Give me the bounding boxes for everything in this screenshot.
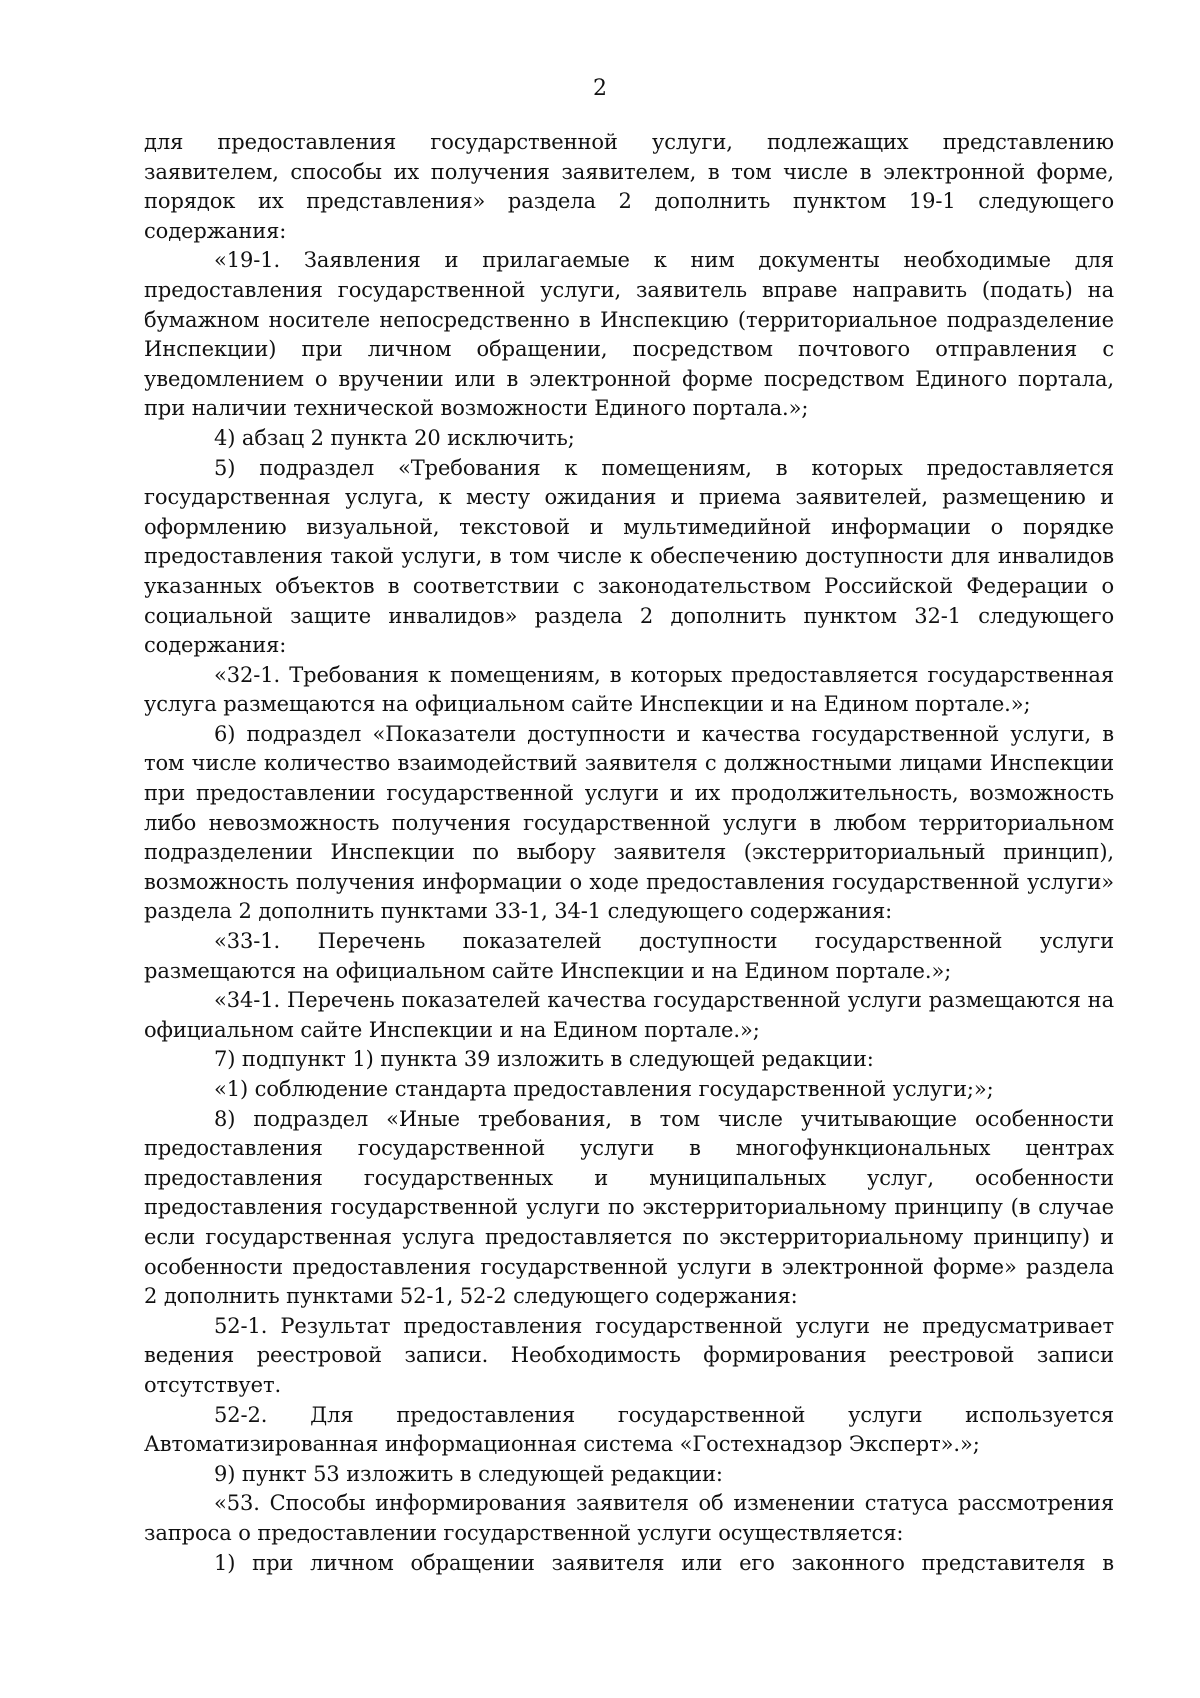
paragraph-item-8: 8) подраздел «Иные требования, в том числе учитывающие особенности предоставления государственной услуги в многофункциональных центрах предоставления государственных и муниципальных услуг, особенности предоставления государственной услуги по экстерриториальному принципу (в случае если государственная услуга предоставляется по экстерриториальному принципу) и особенности предоставления государственной услуги в электронной форме» раздела 2 дополнить пунктами 52-1, 52-2 следующего содержания: [144, 1106, 1114, 1309]
paragraph-item-52-2: 52-2. Для предоставления государственной услуги используется Автоматизированная информационная система «Гостехнадзор Эксперт».»; [144, 1402, 1114, 1457]
paragraph-item-32-1: «32-1. Требования к помещениям, в которых предоставляется государственная услуга размещаются на официальном сайте Инспекции и на Едином портале.»; [144, 662, 1114, 717]
paragraph-item-5: 5) подраздел «Требования к помещениям, в которых предоставляется государственная услуга, к месту ожидания и приема заявителей, размещению и оформлению визуальной, текстовой и мультимедийной информации о порядке предоставления такой услуги, в том числе к обеспечению доступности для инвалидов указанных объектов в соответствии с законодательством Российской Федерации о социальной защите инвалидов» раздела 2 дополнить пунктом 32-1 следующего содержания: [144, 455, 1114, 658]
paragraph-item-33-1: «33-1. Перечень показателей доступности государственной услуги размещаются на официальном сайте Инспекции и на Едином портале.»; [144, 929, 1114, 983]
paragraph-item-9: 9) пункт 53 изложить в следующей редакции: [214, 1461, 723, 1486]
paragraph-subitem-53-1: 1) при личном обращении заявителя или его законного представителя в [214, 1550, 1114, 1575]
paragraph-item-4: 4) абзац 2 пункта 20 исключить; [214, 425, 575, 450]
paragraph-item-7: 7) подпункт 1) пункта 39 изложить в следующей редакции: [214, 1047, 874, 1072]
paragraph-item-19-1: «19-1. Заявления и прилагаемые к ним документы необходимые для предоставления государственной услуги, заявитель вправе направить (подать) на бумажном носителе непосредственно в Инспекцию (территориальное подразделение Инспекции) при личном обращении, посредством почтового отправления с уведомлением о вручении или в электронной форме посредством Единого портала, при наличии технической возможности Единого портала.»; [144, 248, 1114, 421]
paragraph-item-52-1: 52-1. Результат предоставления государственной услуги не предусматривает ведения реестровой записи. Необходимость формирования реестровой записи отсутствует. [144, 1313, 1114, 1397]
paragraph-item-53: «53. Способы информирования заявителя об изменении статуса рассмотрения запроса о предоставлении государственной услуги осуществляется: [144, 1491, 1114, 1545]
document-body [144, 128, 1114, 1578]
page-number: 2 [593, 76, 607, 101]
paragraph-item-34-1: «34-1. Перечень показателей качества государственной услуги размещаются на официальном сайте Инспекции и на Едином портале.»; [144, 988, 1114, 1042]
paragraph-subitem-1: «1) соблюдение стандарта предоставления государственной услуги;»; [214, 1077, 994, 1101]
paragraph-item-6: 6) подраздел «Показатели доступности и качества государственной услуги, в том числе количество взаимодействий заявителя с должностными лицами Инспекции при предоставлении государственной услуги и их продолжительность, возможность либо невозможность получения государственной услуги в любом территориальном подразделении Инспекции по выбору заявителя (экстерриториальный принцип), возможность получения информации о ходе предоставления государственной услуги» раздела 2 дополнить пунктами 33-1, 34-1 следующего содержания: [144, 721, 1114, 924]
paragraph-continuation: для предоставления государственной услуги, подлежащих представлению заявителем, способы их получения заявителем, в том числе в электронной форме, порядок их представления» раздела 2 дополнить пунктом 19-1 следующего содержания: [144, 130, 1114, 243]
